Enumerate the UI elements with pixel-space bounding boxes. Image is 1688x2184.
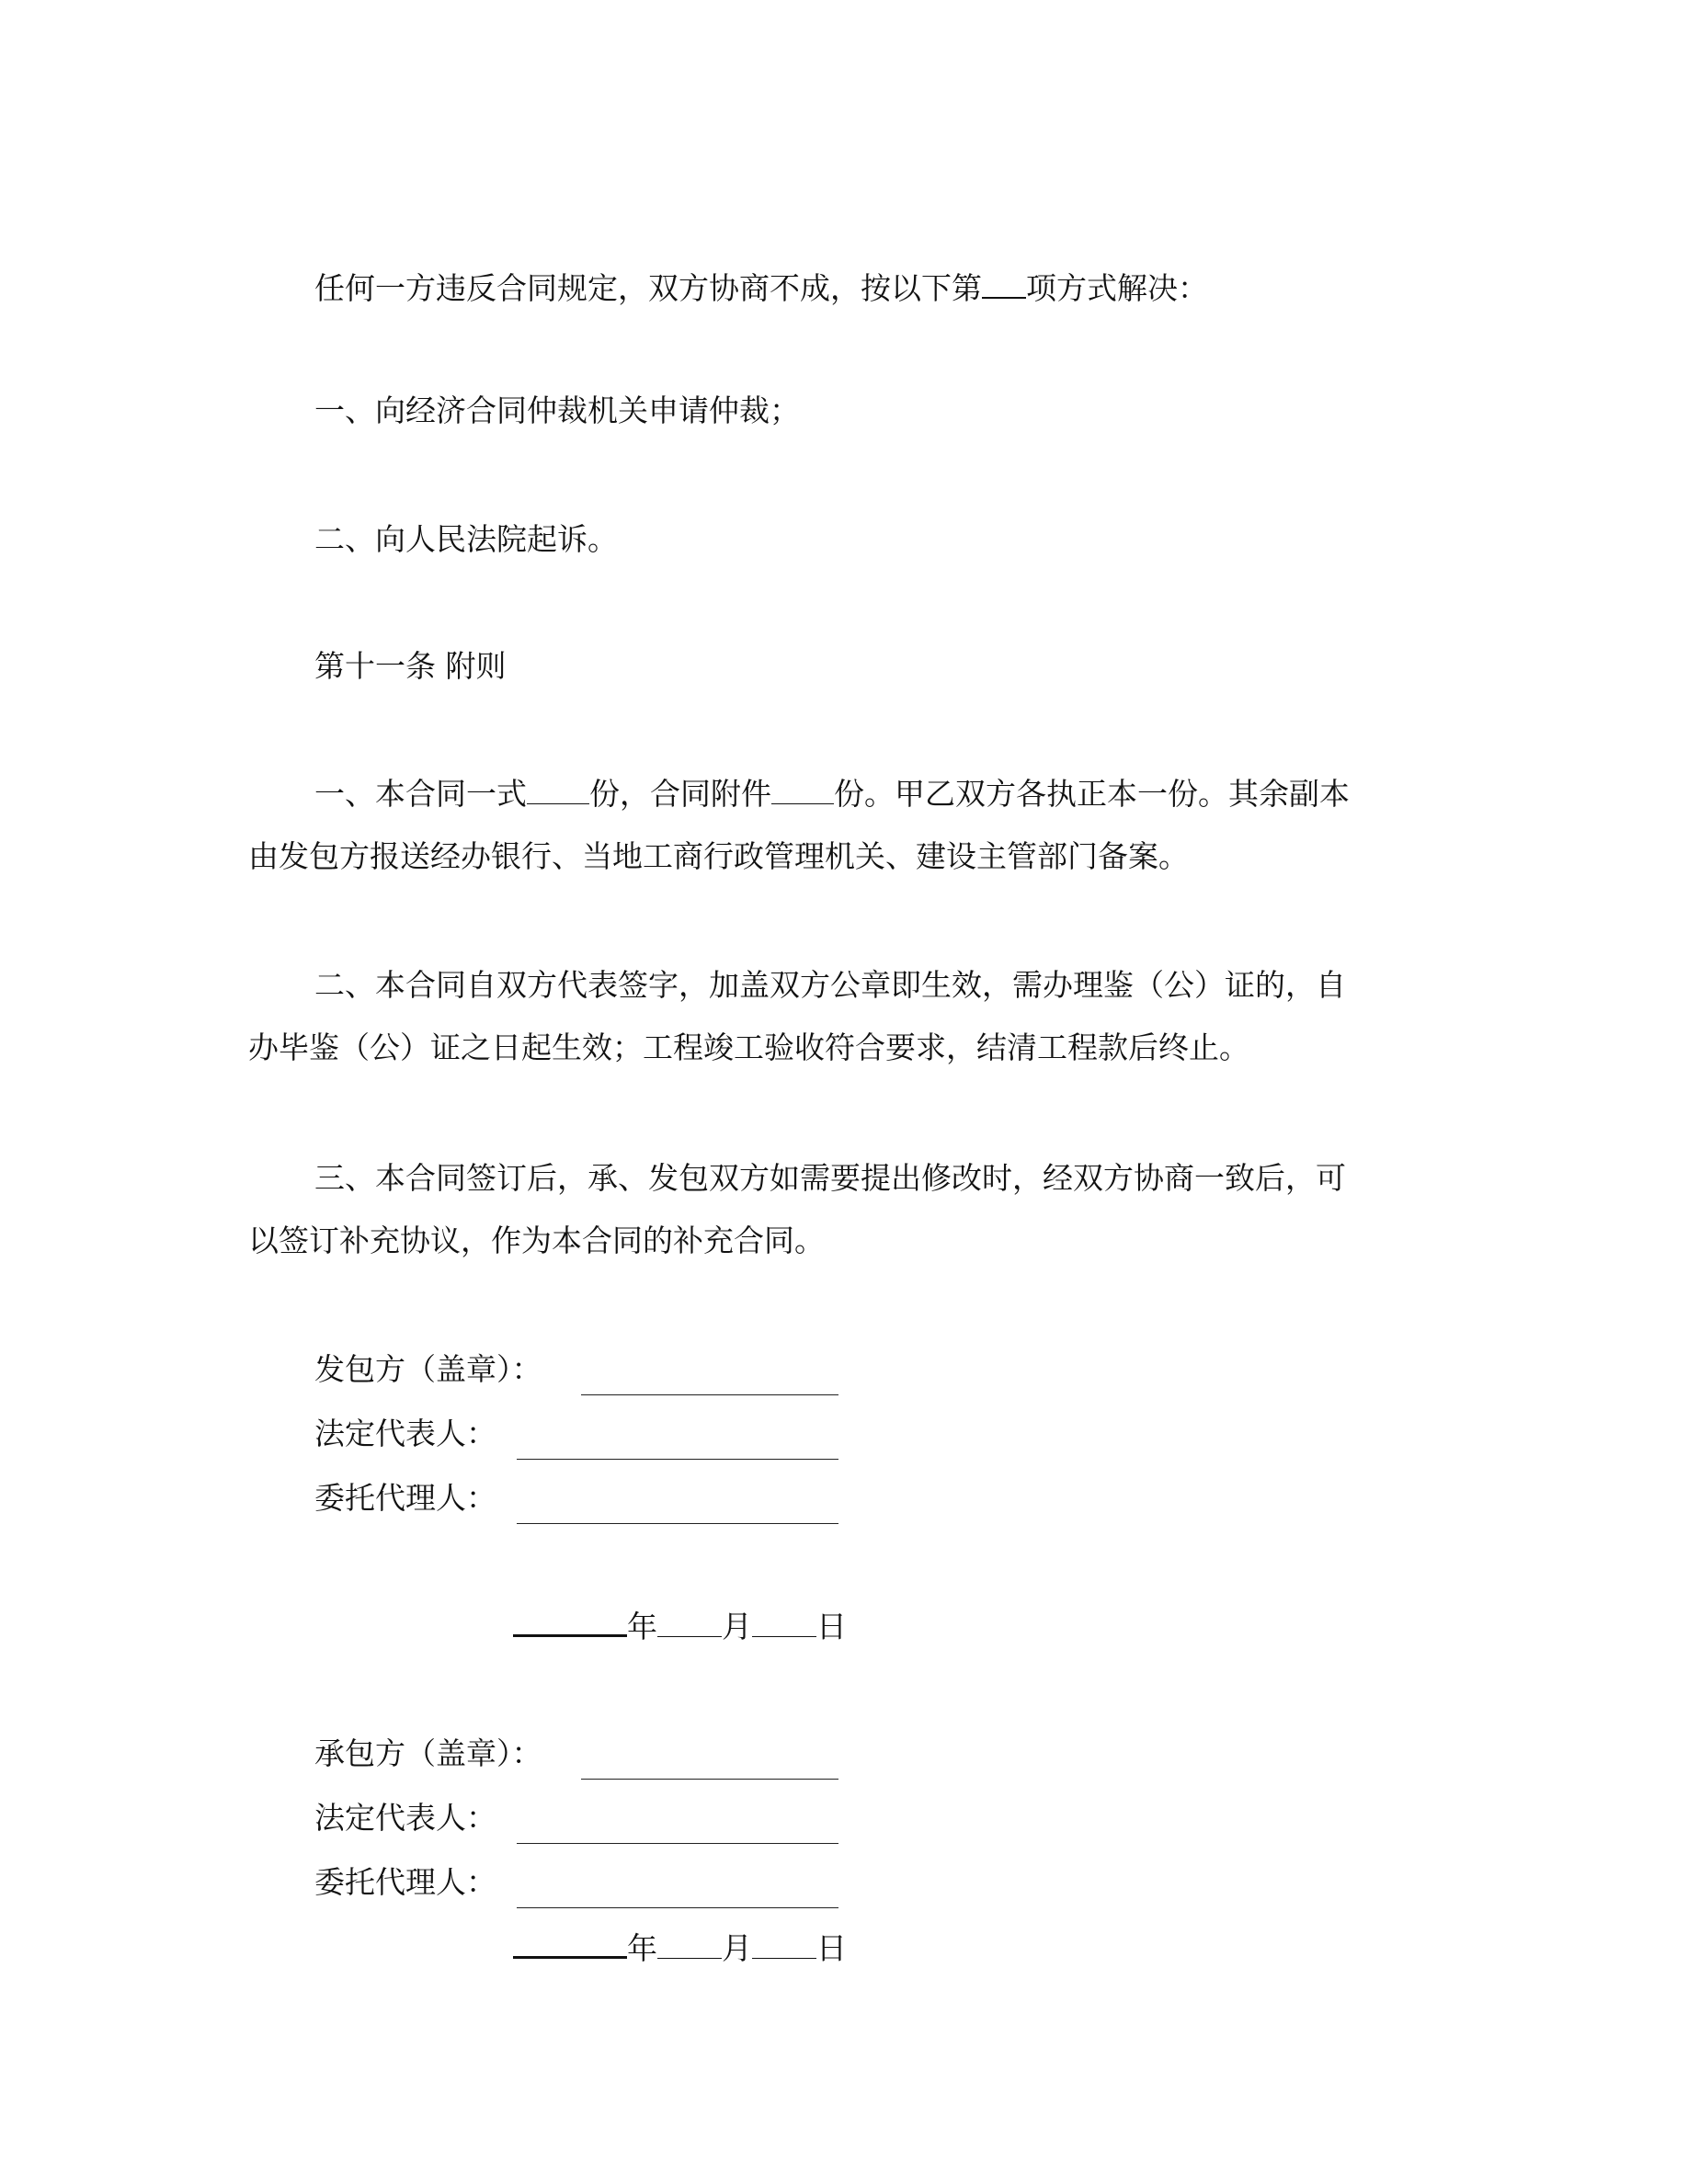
contractor-party-label: 承包方（盖章）： <box>314 1735 542 1771</box>
contractor-legal-rep-field[interactable] <box>517 1843 838 1844</box>
para-1-text-b: 份，合同附件 <box>589 776 771 812</box>
contractor-seal-field[interactable] <box>581 1779 838 1780</box>
attachments-count-blank[interactable] <box>771 776 834 804</box>
month-label: 月 <box>722 1609 752 1644</box>
contractor-date-line <box>513 1928 847 1967</box>
para-3-line-1: 三、本合同签订后，承、发包双方如需要提出修改时，经双方协商一致后，可 <box>314 1160 1346 1196</box>
para-2-line-1: 二、本合同自双方代表签字，加盖双方公章即生效，需办理鉴（公）证的，自 <box>314 967 1346 1003</box>
contractor-legal-rep-label: 法定代表人： <box>314 1800 496 1836</box>
employer-agent-label: 委托代理人： <box>314 1480 496 1516</box>
option-arbitration: 一、向经济合同仲裁机关申请仲裁； <box>314 392 800 428</box>
dispute-intro-line <box>314 269 1208 307</box>
para-3-line-2: 以签订补充协议，作为本合同的补充合同。 <box>248 1223 825 1258</box>
copies-count-blank[interactable] <box>527 776 589 804</box>
contractor-agent-field[interactable] <box>517 1907 838 1908</box>
method-number-blank[interactable] <box>982 269 1026 299</box>
contractor-day-blank[interactable] <box>752 1930 816 1959</box>
contractor-year-blank[interactable] <box>513 1928 627 1959</box>
employer-seal-field[interactable] <box>581 1394 838 1395</box>
month-label: 月 <box>722 1930 752 1966</box>
day-label: 日 <box>816 1930 847 1966</box>
option-court: 二、向人民法院起诉。 <box>314 521 618 557</box>
dispute-intro-text: 任何一方违反合同规定，双方协商不成，按以下第 <box>314 270 982 306</box>
para-1-text-a: 一、本合同一式 <box>314 776 527 812</box>
para-1-line-1 <box>314 776 1350 813</box>
year-label: 年 <box>627 1609 657 1644</box>
employer-legal-rep-label: 法定代表人： <box>314 1416 496 1451</box>
dispute-intro-text-end: 项方式解决： <box>1026 270 1208 306</box>
contractor-month-blank[interactable] <box>657 1930 722 1959</box>
para-1-line-2: 由发包方报送经办银行、当地工商行政管理机关、建设主管部门备案。 <box>248 838 1189 874</box>
employer-year-blank[interactable] <box>513 1607 627 1637</box>
contractor-agent-label: 委托代理人： <box>314 1864 496 1900</box>
employer-date-line <box>513 1607 847 1645</box>
employer-party-label: 发包方（盖章）： <box>314 1351 542 1387</box>
para-1-text-c: 份。甲乙双方各执正本一份。其余副本 <box>834 776 1350 812</box>
para-2-line-2: 办毕鉴（公）证之日起生效；工程竣工验收符合要求，结清工程款后终止。 <box>248 1029 1249 1065</box>
employer-agent-field[interactable] <box>517 1523 838 1524</box>
employer-month-blank[interactable] <box>657 1609 722 1637</box>
employer-legal-rep-field[interactable] <box>517 1459 838 1460</box>
year-label: 年 <box>627 1930 657 1966</box>
day-label: 日 <box>816 1609 847 1644</box>
employer-day-blank[interactable] <box>752 1609 816 1637</box>
article-heading: 第十一条 附则 <box>314 648 507 684</box>
